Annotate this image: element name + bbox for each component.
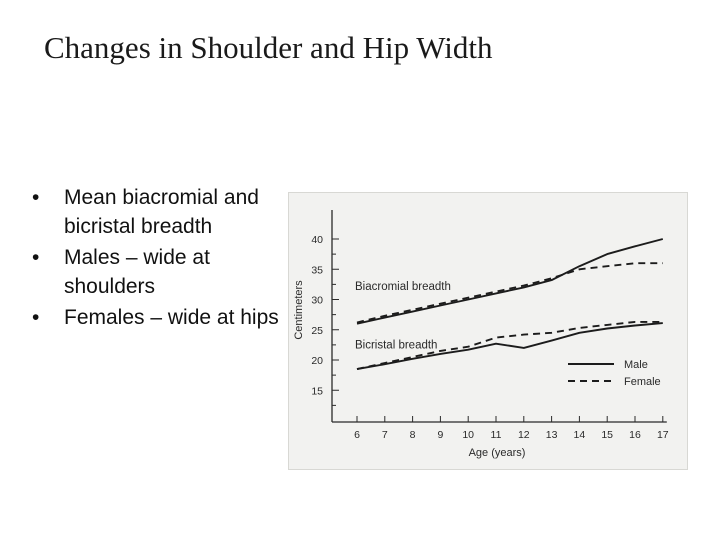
x-tick-label: 8 — [409, 429, 416, 441]
x-axis-label: Age (years) — [468, 447, 526, 459]
bullet-item — [30, 303, 280, 332]
x-tick-label: 10 — [462, 429, 475, 441]
bullet-text: Females – wide at hips — [64, 306, 279, 329]
bullet-dot: • — [32, 246, 40, 269]
annotation-biacromial: Biacromial breadth — [355, 280, 451, 293]
y-tick-label: 30 — [311, 294, 323, 307]
x-tick-label: 16 — [629, 429, 641, 441]
shoulder-hip-chart — [289, 193, 687, 469]
bullet-list — [30, 183, 280, 334]
bullet-item — [30, 183, 280, 241]
bullet-dot: • — [32, 186, 40, 209]
annotation-bicristal: Bicristal breadth — [355, 339, 438, 352]
y-tick-label: 40 — [311, 234, 323, 246]
x-tick-label: 6 — [354, 429, 360, 441]
y-tick-label: 25 — [311, 324, 323, 337]
x-tick-label: 17 — [656, 429, 669, 441]
slide-title: Changes in Shoulder and Hip Width — [44, 30, 493, 65]
bullet-text: Mean biacromial and bicristal breadth — [64, 186, 259, 238]
y-tick-label: 20 — [311, 355, 323, 367]
x-tick-label: 15 — [601, 429, 614, 441]
legend-female-label: Female — [624, 376, 661, 388]
x-tick-label: 12 — [517, 429, 530, 441]
y-tick-label: 15 — [311, 385, 323, 398]
y-axis-label: Centimeters — [293, 280, 305, 340]
bullet-dot: • — [32, 306, 40, 329]
x-tick-label: 7 — [381, 429, 388, 441]
chart-panel — [288, 192, 688, 470]
y-tick-label: 35 — [311, 264, 323, 277]
bullet-item — [30, 243, 280, 301]
x-tick-label: 13 — [545, 429, 558, 441]
x-tick-label: 14 — [573, 429, 586, 441]
legend-male-label: Male — [624, 359, 648, 371]
x-tick-label: 9 — [437, 429, 444, 441]
bullet-text: Males – wide at shoulders — [64, 246, 210, 298]
x-tick-label: 11 — [490, 429, 502, 441]
